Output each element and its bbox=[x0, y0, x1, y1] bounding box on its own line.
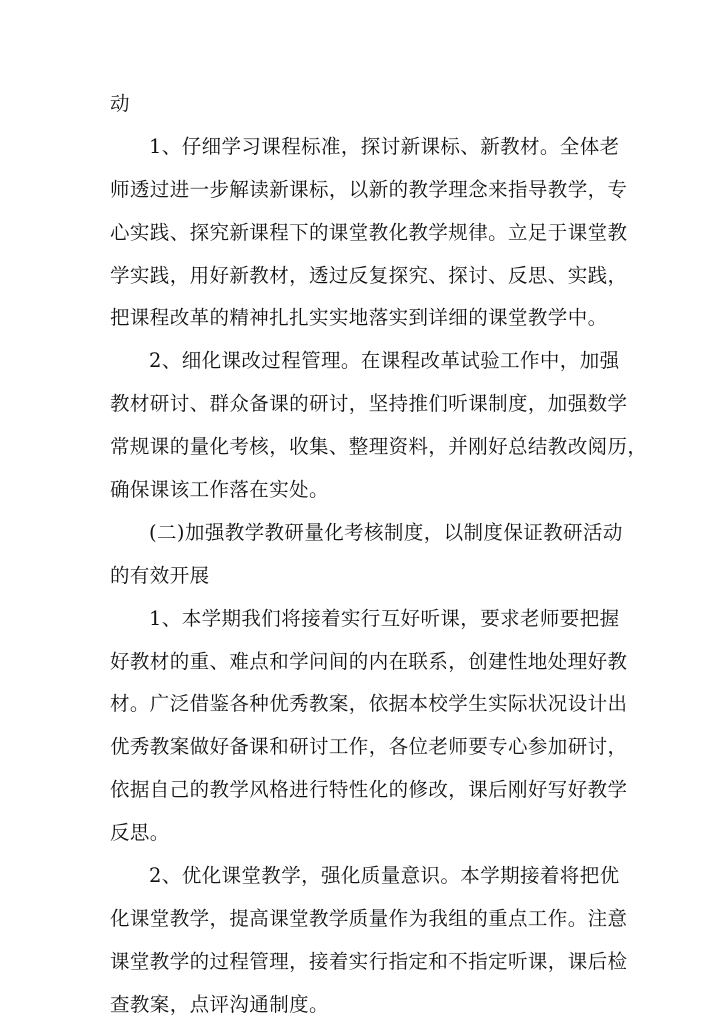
text-line: 师透过进一步解读新课标，以新的教学理念来指导教学，专 bbox=[110, 177, 628, 201]
text-line: 常规课的量化考核，收集、整理资料，并刚好总结教改阅历， bbox=[110, 435, 648, 459]
text-line: 化课堂教学，提高课堂教学质量作为我组的重点工作。注意 bbox=[110, 906, 628, 930]
text-line: 确保课该工作落在实处。 bbox=[110, 478, 329, 502]
text-line: 的有效开展 bbox=[110, 563, 210, 587]
text-line: 1、本学期我们将接着实行互好听课，要求老师要把握 bbox=[149, 606, 620, 630]
text-line: 2、细化课改过程管理。在课程改革试验工作中，加强 bbox=[149, 349, 620, 373]
text-line: 好教材的重、难点和学问间的内在联系，创建性地处理好教 bbox=[110, 649, 628, 673]
text-line: 动 bbox=[110, 92, 130, 115]
text-line: 1、仔细学习课程标准，探讨新课标、新教材。全体老 bbox=[149, 134, 620, 158]
text-line: 心实践、探究新课程下的课堂教化教学规律。立足于课堂教 bbox=[110, 220, 628, 244]
text-line: 教材研讨、群众备课的研讨，坚持推们听课制度，加强数学 bbox=[110, 392, 628, 416]
text-line: 把课程改革的精神扎扎实实地落实到详细的课堂教学中。 bbox=[110, 306, 608, 330]
text-line: 学实践，用好新教材，透过反复探究、探讨、反思、实践， bbox=[110, 263, 628, 287]
document-body bbox=[110, 83, 648, 1027]
text-line: 查教案，点评沟通制度。 bbox=[110, 992, 329, 1016]
text-line: 优秀教案做好备课和研讨工作，各位老师要专心参加研讨， bbox=[110, 735, 628, 759]
text-line: (二)加强教学教研量化考核制度，以制度保证教研活动 bbox=[149, 520, 623, 544]
text-line: 依据自己的教学风格进行特性化的修改，课后刚好写好教学 bbox=[110, 778, 628, 802]
text-line: 课堂教学的过程管理，接着实行指定和不指定听课，课后检 bbox=[110, 949, 628, 973]
text-line: 材。广泛借鉴各种优秀教案，依据本校学生实际状况设计出 bbox=[110, 692, 628, 716]
text-line: 反思。 bbox=[110, 821, 170, 845]
text-line: 2、优化课堂教学，强化质量意识。本学期接着将把优 bbox=[149, 864, 620, 888]
